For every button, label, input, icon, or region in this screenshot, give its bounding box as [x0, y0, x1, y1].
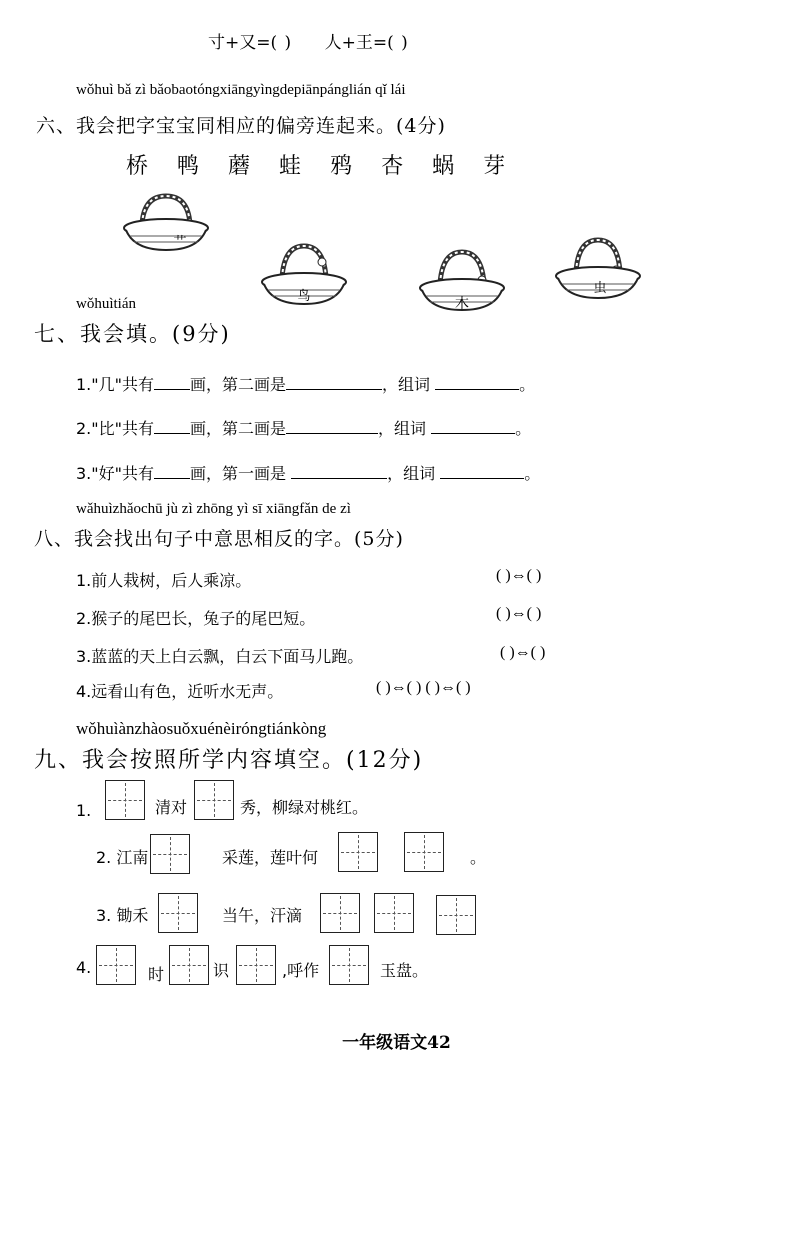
s9-q3-text-1: 当午，汗滴: [222, 906, 303, 925]
s7-pinyin: wǒhuìtián: [76, 296, 136, 312]
char-write-box[interactable]: [329, 945, 369, 985]
basket-label: 木: [455, 296, 469, 312]
blank-field[interactable]: [435, 373, 519, 390]
char-item[interactable]: 蘑: [228, 154, 251, 179]
top-equation-line: [208, 28, 434, 53]
char-item[interactable]: 桥: [126, 154, 149, 179]
s9-q1-text-1: 清对: [155, 798, 188, 817]
s8-pinyin: wǎhuìzhǎochū jù zì zhōng yì sī xiāngfǎn de zì: [76, 501, 351, 517]
char-write-box[interactable]: [105, 780, 145, 820]
char-write-box[interactable]: [404, 832, 444, 872]
char-write-box[interactable]: [374, 893, 414, 933]
s8-title: 八、我会找出句子中意思相反的字。(5分): [34, 528, 404, 550]
blank-field[interactable]: [154, 373, 190, 390]
char-write-box[interactable]: [158, 893, 198, 933]
s6-title: 六、我会把字宝宝同相应的偏旁连起来。(4分): [36, 115, 446, 137]
s9-q1-number: 1.: [76, 801, 92, 820]
blank-field[interactable]: [154, 417, 190, 434]
s7-question-2: 2."比"共有 画，第二画是 ，组词 。: [76, 419, 532, 438]
basket-icon[interactable]: [416, 246, 508, 316]
s9-q2-text-1: 采莲，莲叶何: [222, 848, 319, 867]
s9-q4-number: 4.: [76, 958, 92, 977]
basket-icon[interactable]: [258, 240, 350, 310]
blank-field[interactable]: [440, 462, 524, 479]
equation-1: 寸+又=( ): [208, 33, 292, 53]
char-item[interactable]: 杏: [381, 154, 404, 179]
char-write-box[interactable]: [150, 834, 190, 874]
blank-field[interactable]: [291, 462, 387, 479]
char-item[interactable]: 蛙: [279, 154, 302, 179]
char-item[interactable]: 蜗: [432, 154, 455, 179]
s8-item-4: 4.远看山有色，近听水无声。: [76, 682, 284, 701]
equation-2: 人+王=( ): [324, 33, 408, 53]
page-footer: 一年级语文42: [342, 1033, 451, 1053]
basket-label: 虫: [593, 281, 607, 296]
s8-answer-1[interactable]: ( )⇔( ): [496, 567, 542, 584]
s7-question-1: 1."几"共有 画，第二画是 ，组词 。: [76, 375, 536, 394]
char-item[interactable]: 鸦: [330, 154, 353, 179]
s9-q4-text-2: 识: [213, 961, 230, 980]
char-write-box[interactable]: [236, 945, 276, 985]
s7-question-3: 3."好"共有 画，第一画是 ，组词 。: [76, 464, 541, 483]
s9-q3-number: 3. 锄禾: [96, 906, 149, 925]
s8-item-2: 2.猴子的尾巴长，兔子的尾巴短。: [76, 609, 316, 628]
s9-q4-text-4: 玉盘。: [380, 961, 429, 980]
char-write-box[interactable]: [194, 780, 234, 820]
s8-item-1: 1.前人栽树，后人乘凉。: [76, 571, 252, 590]
char-write-box[interactable]: [320, 893, 360, 933]
basket-label: 鸟: [297, 289, 311, 304]
s9-pinyin: wǒhuìànzhàosuǒxuénèiróngtiánkòng: [76, 719, 327, 738]
char-write-box[interactable]: [169, 945, 209, 985]
char-write-box[interactable]: [436, 895, 476, 935]
blank-field[interactable]: [286, 417, 378, 434]
char-write-box[interactable]: [338, 832, 378, 872]
char-item[interactable]: 鸭: [177, 154, 200, 179]
basket-icon[interactable]: [120, 190, 212, 256]
s9-q2-text-2: 。: [470, 848, 487, 867]
s7-title: 七、我会填。(9分): [34, 322, 231, 346]
basket-icon[interactable]: [552, 234, 644, 304]
s6-char-list: [126, 149, 527, 180]
s8-item-3: 3.蓝蓝的天上白云飘，白云下面马儿跑。: [76, 647, 364, 666]
s9-q4-text-1: 时: [148, 965, 165, 984]
s9-q4-text-3: ,呼作: [282, 961, 320, 980]
blank-field[interactable]: [431, 417, 515, 434]
s8-answer-4[interactable]: ( )⇔( ) ( )⇔( ): [376, 679, 471, 696]
basket-label: 艹: [173, 235, 187, 250]
blank-field[interactable]: [154, 462, 190, 479]
blank-field[interactable]: [286, 373, 382, 390]
char-write-box[interactable]: [96, 945, 136, 985]
s8-answer-2[interactable]: ( )⇔( ): [496, 605, 542, 622]
s8-answer-3[interactable]: ( )⇔( ): [500, 644, 546, 661]
s9-q2-number: 2. 江南: [96, 848, 149, 867]
char-item[interactable]: 芽: [483, 154, 506, 179]
s9-title: 九、我会按照所学内容填空。(12分): [34, 748, 424, 773]
s6-pinyin: wǒhuì bǎ zì bǎobaotóngxiāngyìngdepiānpánglián qǐ lái: [76, 82, 406, 98]
s9-q1-text-2: 秀，柳绿对桃红。: [240, 798, 369, 817]
